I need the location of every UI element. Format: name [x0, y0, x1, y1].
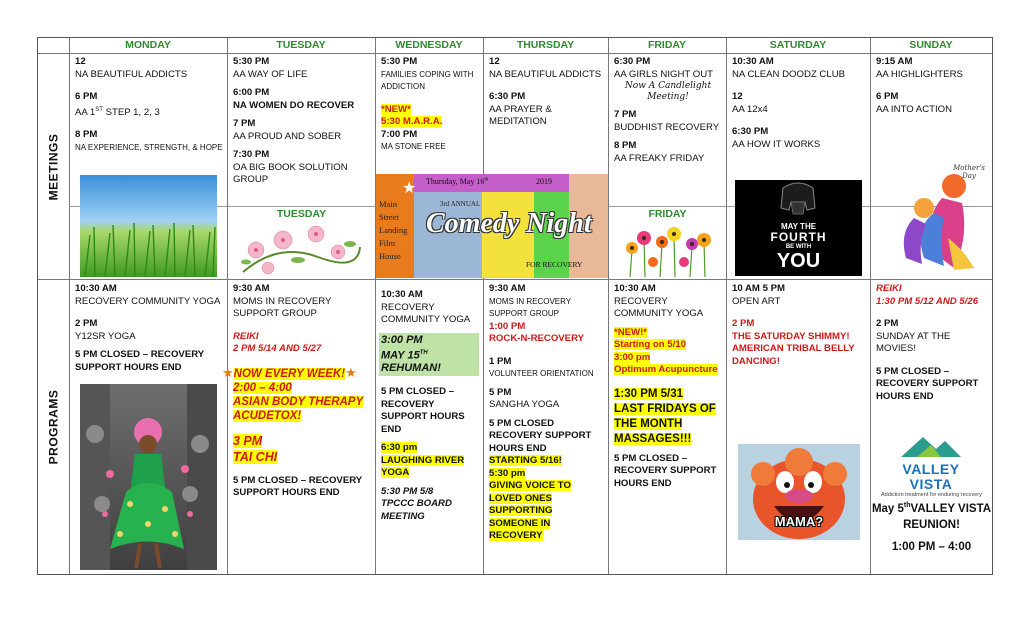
- programs-saturday: 10 AM 5 PM OPEN ART 2 PM THE SATURDAY SHIMMY! AMERICAN TRIBAL BELLY DANCING!: [732, 283, 855, 367]
- subheader-tuesday: TUESDAY: [276, 208, 327, 220]
- flowers-image: [238, 222, 363, 278]
- header-wednesday: WEDNESDAY: [395, 39, 463, 51]
- grass-image: [80, 175, 217, 277]
- calendar-grid: [37, 37, 993, 575]
- meetings-wednesday: 5:30 PM FAMILIES COPING WITH ADDICTION *NEW* 5:30 M.A.R.A. 7:00 PM MA STONE FREE: [381, 56, 474, 151]
- meetings-label: MEETINGS: [46, 133, 61, 200]
- programs-label: PROGRAMS: [46, 389, 61, 465]
- subheader-friday: FRIDAY: [648, 208, 687, 220]
- meetings-friday: 6:30 PM AA GIRLS NIGHT OUT Now A Candlelight Meeting! 7 PM BUDDHIST RECOVERY 8 PM AA FREAKY FRIDAY: [614, 56, 720, 164]
- programs-sunday: REIKI 1:30 PM 5/12 AND 5/26 2 PM SUNDAY AT THE MOVIES! 5 PM CLOSED – RECOVERY SUPPORT HOURS END: [876, 283, 979, 402]
- meetings-sunday: 9:15 AM AA HIGHLIGHTERS 6 PM AA INTO ACTION: [876, 56, 963, 115]
- meetings-thursday: 12 NA BEAUTIFUL ADDICTS 6:30 PM AA PRAYER & MEDITATION: [489, 56, 602, 127]
- star-icon: ★: [222, 364, 234, 380]
- programs-monday: 10:30 AM RECOVERY COMMUNITY YOGA 2 PM Y12SR YOGA 5 PM CLOSED – RECOVERY SUPPORT HOURS END: [75, 283, 221, 373]
- meetings-monday: 12 NA BEAUTIFUL ADDICTS 6 PM AA 1ST STEP 1, 2, 3 8 PM NA EXPERIENCE, STRENGTH, & HOPE: [75, 56, 223, 152]
- programs-friday: 10:30 AM RECOVERY COMMUNITY YOGA *NEW!* Starting on 5/10 3:00 pm Optimum Acupuncture 1:30 PM 5/31 LAST FRIDAYS OF THE MONTH MASSAGES!!! 5 PM CLOSED – RECOVERY SUPPORT HOURS END: [614, 283, 718, 489]
- header-monday: MONDAY: [125, 39, 171, 51]
- mothers-day-image: Mother's Day: [884, 158, 988, 276]
- header-tuesday: TUESDAY: [276, 39, 326, 51]
- star-icon: ★: [345, 364, 357, 380]
- flowers-image-friday: [620, 222, 716, 277]
- valley-vista-logo: VALLEY VISTA Addiction treatment for enduring recovery: [881, 433, 981, 485]
- meetings-saturday: 10:30 AM NA CLEAN DOODZ CLUB 12 AA 12x4 6:30 PM AA HOW IT WORKS: [732, 56, 846, 150]
- header-thursday: THURSDAY: [516, 39, 575, 51]
- dancer-image: [80, 384, 217, 570]
- meetings-tuesday: 5:30 PM AA WAY OF LIFE 6:00 PM NA WOMEN DO RECOVER 7 PM AA PROUD AND SOBER 7:30 PM OA BIG BOOK SOLUTION GROUP: [233, 56, 355, 185]
- header-friday: FRIDAY: [647, 39, 687, 51]
- header-saturday: SATURDAY: [769, 39, 827, 51]
- muppet-image: MAMA?: [738, 444, 860, 540]
- star-icon: ★: [402, 180, 417, 197]
- valley-vista-reunion: May 5thVALLEY VISTA REUNION! 1:00 PM – 4:00: [871, 502, 992, 553]
- programs-thursday: 9:30 AM MOMS IN RECOVERY SUPPORT GROUP 1:00 PM ROCK-N-RECOVERY 1 PM VOLUNTEER ORIENTATION 5 PM SANGHA YOGA 5 PM CLOSED RECOVERY SUPPORT HOURS END STARTING 5/16! 5:30 pm GIVING VOICE TO LOVED ONES SUPPORTING SOMEONE IN RECOVERY: [489, 283, 594, 541]
- comedy-night-banner: Thursday, May 16th 2019 ★ Main Street Landing Film House 3rd ANNUAL Comedy Night FOR RECOVERY: [376, 174, 608, 278]
- header-sunday: SUNDAY: [909, 39, 953, 51]
- programs-wednesday: 10:30 AM RECOVERY COMMUNITY YOGA 3:00 PM MAY 15TH REHUMAN! 5 PM CLOSED – RECOVERY SUPPORT HOURS END 6:30 pm LAUGHING RIVER YOGA 5:30 PM 5/8 TPCCC BOARD MEETING: [376, 281, 483, 523]
- star-wars-image: MAY THE FOURTH BE WITH YOU: [735, 180, 862, 276]
- programs-tuesday: 9:30 AM MOMS IN RECOVERY SUPPORT GROUP REIKI 2 PM 5/14 AND 5/27 ★NOW EVERY WEEK!★ 2:00 – 4:00 ASIAN BODY THERAPY ACUDETOX! 3 PM TAI CHI 5 PM CLOSED – RECOVERY SUPPORT HOURS END: [222, 283, 364, 498]
